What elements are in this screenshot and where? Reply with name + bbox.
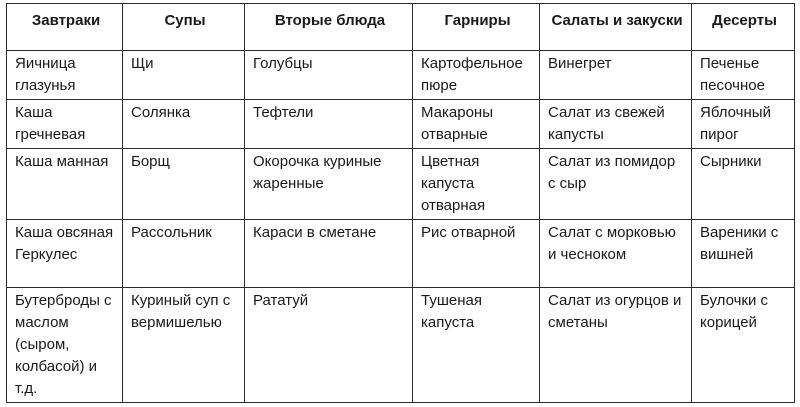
table-cell: Борщ xyxy=(123,149,245,220)
table-cell: Куриный суп с вермишелью xyxy=(123,288,245,403)
table-cell: Рассольник xyxy=(123,220,245,288)
header-salads: Салаты и закуски xyxy=(540,4,692,51)
table-cell: Салат из огурцов и сметаны xyxy=(540,288,692,403)
table-cell: Яблочный пирог xyxy=(692,100,795,149)
table-row xyxy=(7,288,795,403)
table-cell: Вареники с вишней xyxy=(692,220,795,288)
header-soups: Супы xyxy=(123,4,245,51)
table-row xyxy=(7,220,795,288)
table-cell: Караси в сметане xyxy=(245,220,413,288)
table-cell: Бутерброды с маслом (сыром, колбасой) и т.д. xyxy=(7,288,123,403)
header-row xyxy=(7,4,795,51)
table-row xyxy=(7,100,795,149)
table-cell: Рататуй xyxy=(245,288,413,403)
table-cell: Макароны отварные xyxy=(413,100,540,149)
table-cell: Салат с морковью и чесноком xyxy=(540,220,692,288)
table-cell: Булочки с корицей xyxy=(692,288,795,403)
header-breakfasts: Завтраки xyxy=(7,4,123,51)
header-desserts: Десерты xyxy=(692,4,795,51)
table-row xyxy=(7,149,795,220)
menu-table xyxy=(6,3,795,403)
table-cell: Сырники xyxy=(692,149,795,220)
table-cell: Яичница глазунья xyxy=(7,51,123,100)
table-cell: Салат из свежей капусты xyxy=(540,100,692,149)
header-side-dishes: Гарниры xyxy=(413,4,540,51)
table-row xyxy=(7,51,795,100)
table-cell: Рис отварной xyxy=(413,220,540,288)
table-cell: Картофельное пюре xyxy=(413,51,540,100)
table-cell: Винегрет xyxy=(540,51,692,100)
table-cell: Цветная капуста отварная xyxy=(413,149,540,220)
table-cell: Салат из помидор с сыр xyxy=(540,149,692,220)
table-cell: Щи xyxy=(123,51,245,100)
table-cell: Каша овсяная Геркулес xyxy=(7,220,123,288)
table-cell: Каша гречневая xyxy=(7,100,123,149)
table-cell: Каша манная xyxy=(7,149,123,220)
header-main-courses: Вторые блюда xyxy=(245,4,413,51)
table-cell: Печенье песочное xyxy=(692,51,795,100)
table-cell: Тушеная капуста xyxy=(413,288,540,403)
table-cell: Окорочка куриные жаренные xyxy=(245,149,413,220)
table-cell: Тефтели xyxy=(245,100,413,149)
table-cell: Солянка xyxy=(123,100,245,149)
table-cell: Голубцы xyxy=(245,51,413,100)
